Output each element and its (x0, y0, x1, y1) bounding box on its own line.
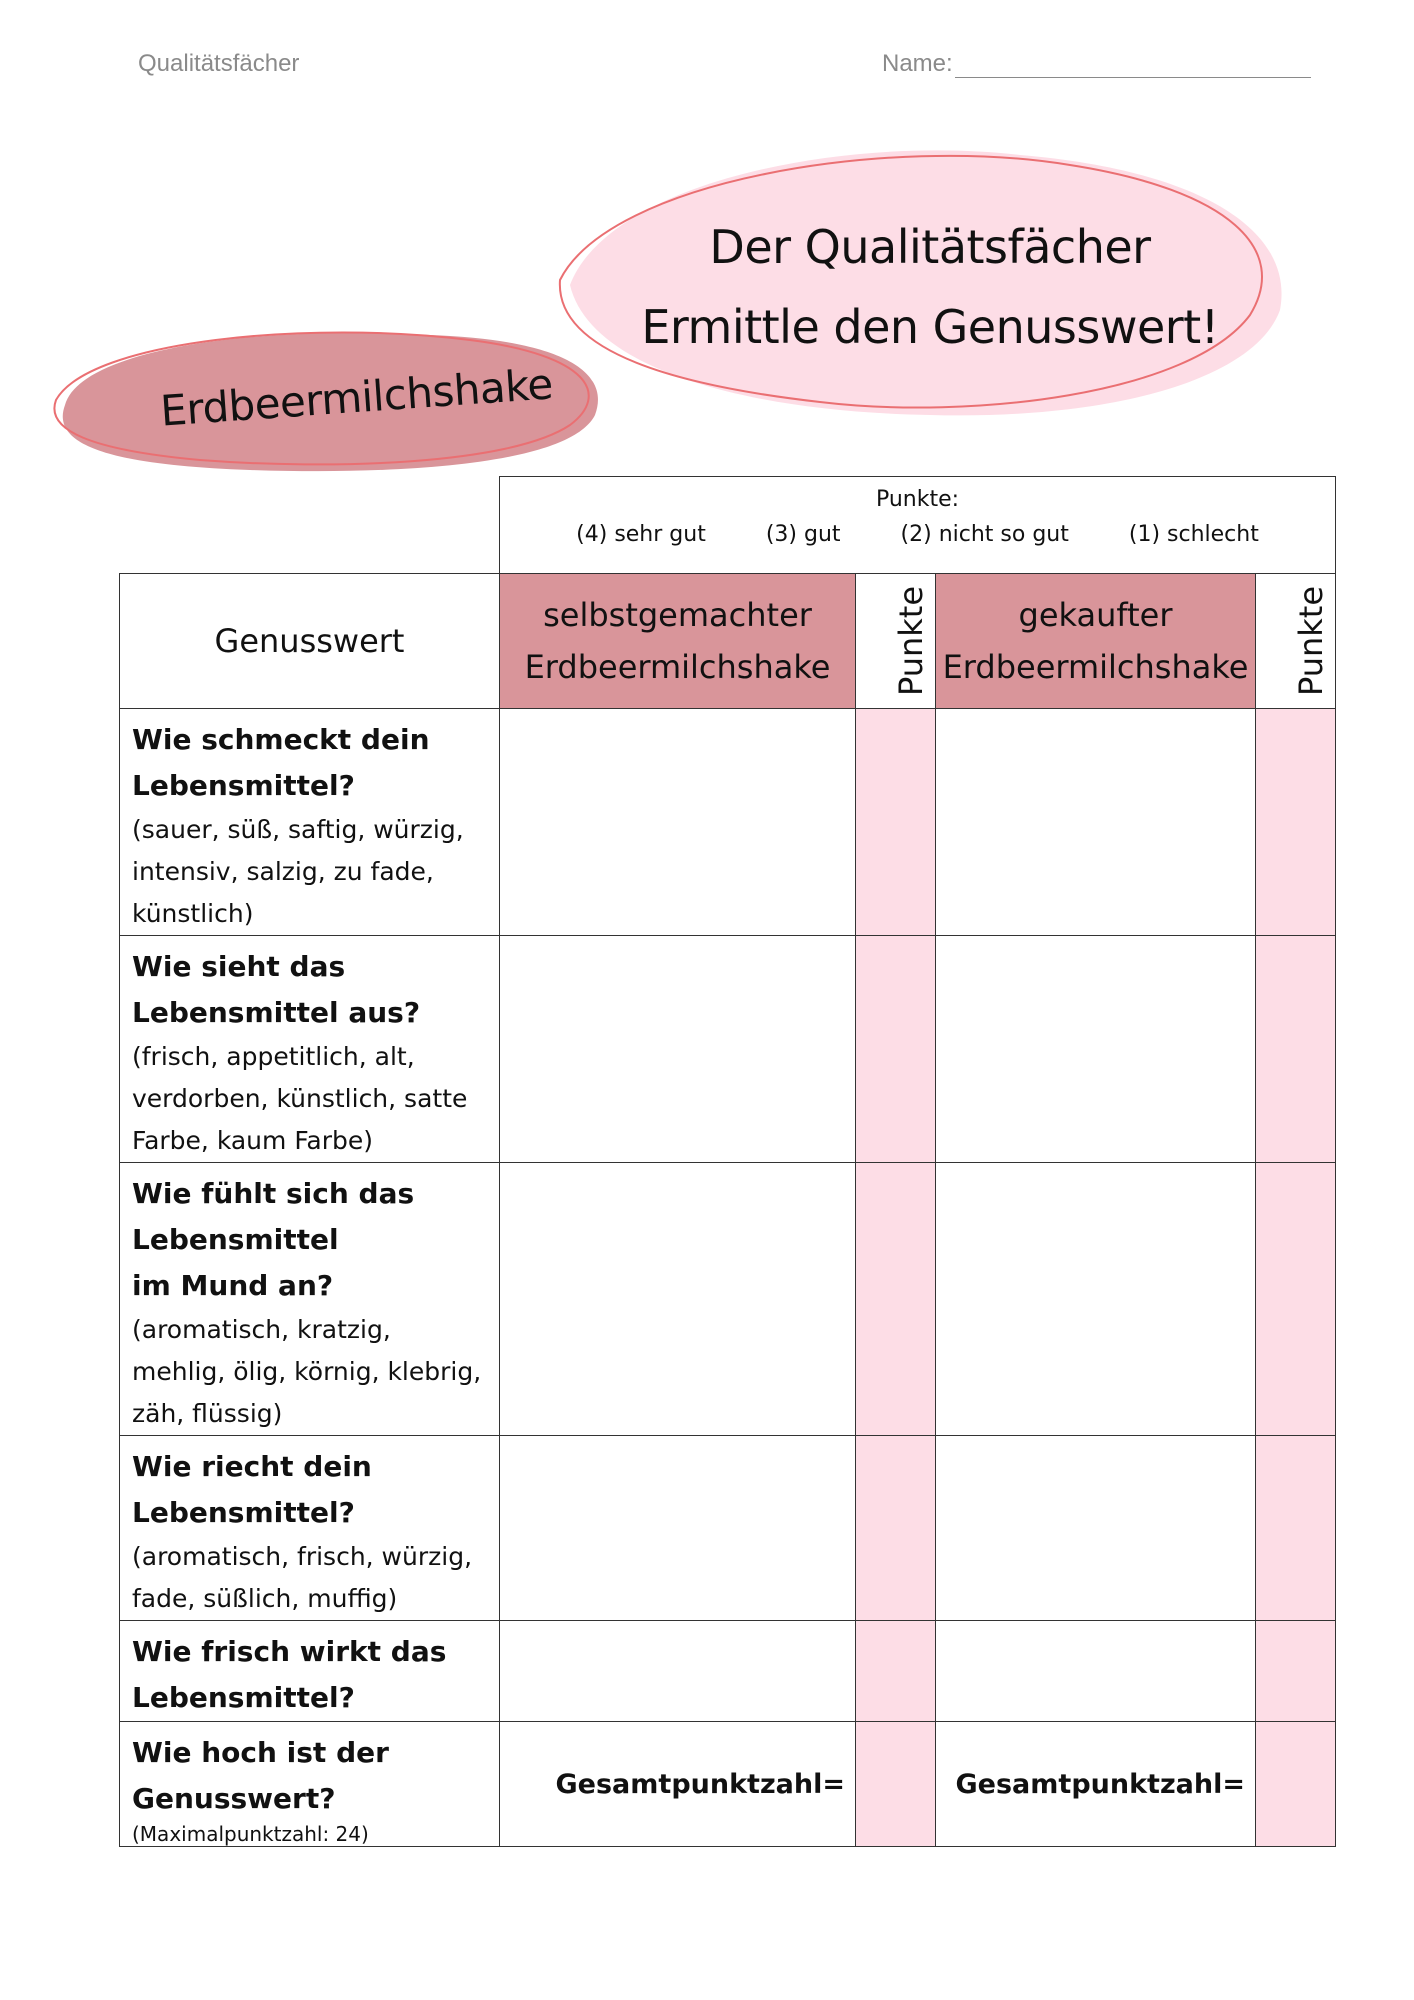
subtitle: Erdbeermilchshake (158, 359, 555, 436)
question-hint: (sauer, süß, saftig, würzig, intensiv, salzig, zu fade, künstlich) (132, 815, 464, 928)
question-text: im Mund an? (132, 1269, 334, 1302)
points-bought[interactable] (1256, 1163, 1336, 1436)
col-bought-line1: gekaufter (1018, 596, 1173, 634)
question-look (120, 936, 500, 1163)
title-bubble (550, 140, 1310, 440)
subtitle-bubble (50, 315, 610, 485)
empty-corner (120, 477, 500, 574)
answer-homemade[interactable] (500, 1163, 856, 1436)
points-bought[interactable] (1256, 936, 1336, 1163)
points-homemade[interactable] (856, 1436, 936, 1621)
points-header-1-label: Punkte (892, 585, 931, 697)
total-homemade-label: Gesamtpunktzahl= (500, 1722, 856, 1847)
question-total (120, 1722, 500, 1847)
answer-homemade[interactable] (500, 1436, 856, 1621)
question-text: Wie fühlt sich das Lebensmittel (132, 1177, 415, 1256)
name-line (955, 55, 1311, 78)
points-bought[interactable] (1256, 1436, 1336, 1621)
points-header-1 (856, 574, 936, 709)
points-scale-2: (2) nicht so gut (900, 522, 1069, 547)
points-header-2 (1256, 574, 1336, 709)
question-hint: (Maximalpunktzahl: 24) (132, 1822, 369, 1846)
points-homemade[interactable] (856, 1163, 936, 1436)
header-left: Qualitätsfächer (138, 50, 300, 77)
answer-bought[interactable] (936, 709, 1256, 936)
points-homemade[interactable] (856, 936, 936, 1163)
evaluation-table (119, 476, 1336, 1847)
question-text: Lebensmittel? (132, 769, 355, 802)
answer-homemade[interactable] (500, 1621, 856, 1722)
answer-bought[interactable] (936, 1163, 1256, 1436)
question-hint: (frisch, appetitlich, alt, verdorben, künstlich, satte Farbe, kaum Farbe) (132, 1042, 468, 1155)
question-text: Wie schmeckt dein (132, 723, 430, 756)
title-line-1: Der Qualitätsfächer (709, 220, 1151, 274)
question-text: Wie riecht dein Lebensmittel? (132, 1450, 372, 1529)
answer-homemade[interactable] (500, 936, 856, 1163)
question-text: Wie frisch wirkt das (132, 1635, 447, 1668)
col-homemade-header (500, 574, 856, 709)
name-field (882, 50, 1311, 78)
question-freshness (120, 1621, 500, 1722)
title-bubble-shape (550, 140, 1310, 440)
question-text: Wie hoch ist der Genusswert? (132, 1736, 389, 1815)
title-line-2: Ermittle den Genusswert! (641, 300, 1219, 354)
question-taste (120, 709, 500, 936)
points-bought[interactable] (1256, 709, 1336, 936)
question-text: Lebensmittel? (132, 1681, 355, 1714)
points-scale-4: (4) sehr gut (576, 522, 706, 547)
points-legend (500, 477, 1336, 574)
col-bought-line2: Erdbeermilchshake (942, 648, 1249, 686)
question-hint: (aromatisch, kratzig, mehlig, ölig, körnig, klebrig, zäh, flüssig) (132, 1315, 482, 1428)
answer-homemade[interactable] (500, 709, 856, 936)
points-header-2-label: Punkte (1292, 585, 1331, 697)
col-bought-header (936, 574, 1256, 709)
question-smell (120, 1436, 500, 1621)
points-scale-1: (1) schlecht (1128, 522, 1259, 547)
col-homemade-line2: Erdbeermilchshake (524, 648, 831, 686)
genusswert-header: Genusswert (120, 574, 500, 709)
question-mouthfeel (120, 1163, 500, 1436)
answer-bought[interactable] (936, 1621, 1256, 1722)
points-homemade[interactable] (856, 1621, 936, 1722)
name-label: Name: (882, 50, 953, 77)
question-text: Wie sieht das Lebensmittel aus? (132, 950, 421, 1029)
points-homemade[interactable] (856, 709, 936, 936)
total-bought-points[interactable] (1256, 1722, 1336, 1847)
points-scale-3: (3) gut (765, 522, 841, 547)
total-bought-label: Gesamtpunktzahl= (936, 1722, 1256, 1847)
total-homemade-points[interactable] (856, 1722, 936, 1847)
question-hint: (aromatisch, frisch, würzig, fade, süßlich, muffig) (132, 1542, 473, 1613)
answer-bought[interactable] (936, 1436, 1256, 1621)
points-legend-title: Punkte: (875, 487, 960, 512)
points-bought[interactable] (1256, 1621, 1336, 1722)
col-homemade-line1: selbstgemachter (543, 596, 812, 634)
answer-bought[interactable] (936, 936, 1256, 1163)
